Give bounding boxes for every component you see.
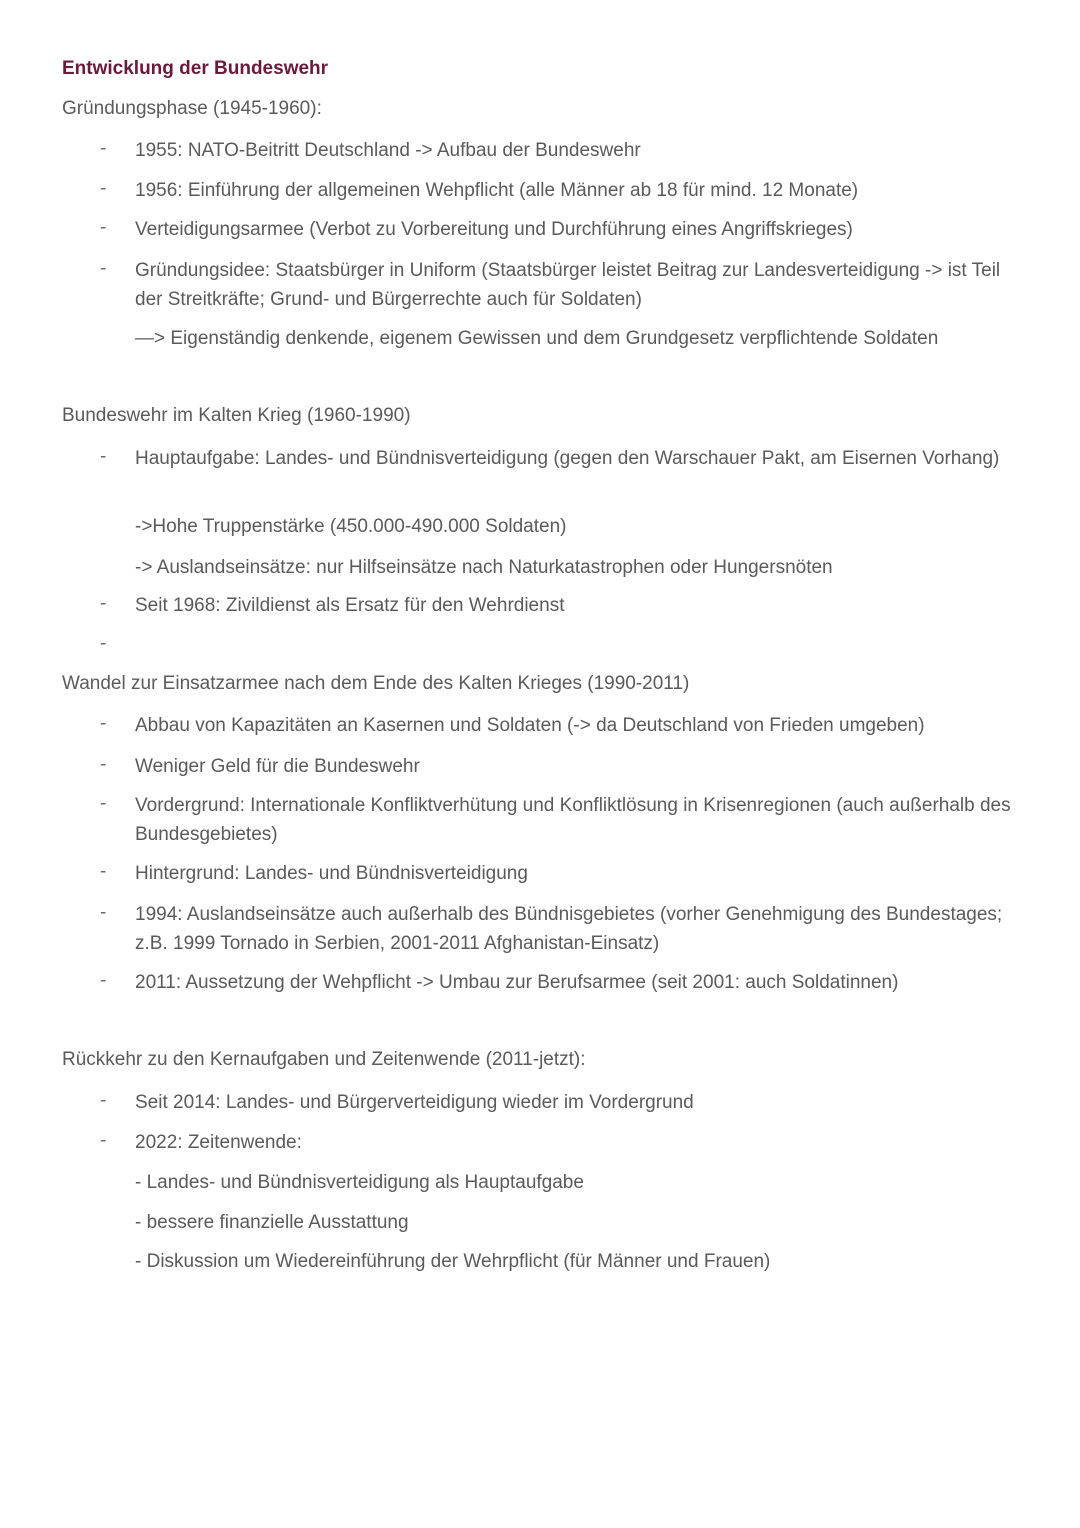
list-item: 2011: Aussetzung der Wehpflicht -> Umbau zur Berufsarmee (seit 2001: auch Soldatinnen) [135,972,899,993]
bullet-dash-empty: - [100,633,107,654]
list-item: Hauptaufgabe: Landes- und Bündnisverteidigung (gegen den Warschauer Pakt, am Eisernen Vorhang) [135,448,1000,469]
bullet-dash: - [100,902,107,923]
list-item: 1994: Auslandseinsätze auch außerhalb des Bündnisgebietes (vorher Genehmigung des Bundestages; z.B. 1999 Tornado in Serbien, 2001-2011 Afghanistan-Einsatz) [135,904,1003,954]
bullet-dash: - [100,713,107,734]
bullet-dash: - [100,138,107,159]
list-item: Verteidigungsarmee (Verbot zu Vorbereitung und Durchführung eines Angriffskrieges) [135,219,853,240]
bullet-dash: - [100,754,107,775]
list-note: —> Eigenständig denkende, eigenem Gewissen und dem Grundgesetz verpflichtende Soldaten [135,328,939,349]
list-item: 1955: NATO-Beitritt Deutschland -> Aufbau der Bundeswehr [135,140,641,161]
section-heading-gruendungsphase: Gründungsphase (1945-1960): [62,98,322,119]
document-title: Entwicklung der Bundeswehr [62,58,329,79]
list-item: Weniger Geld für die Bundeswehr [135,756,420,777]
list-item: Vordergrund: Internationale Konfliktverhütung und Konfliktlösung in Krisenregionen (auch außerhalb des Bundesgebietes) [135,795,1011,845]
bullet-dash: - [100,178,107,199]
bullet-dash: - [100,861,107,882]
list-item: Abbau von Kapazitäten an Kasernen und Soldaten (-> da Deutschland von Frieden umgeben) [135,715,925,736]
list-note: - bessere finanzielle Ausstattung [135,1212,409,1233]
bullet-dash: - [100,258,107,279]
section-heading-zeitenwende: Rückkehr zu den Kernaufgaben und Zeitenwende (2011-jetzt): [62,1049,586,1070]
list-item: Hintergrund: Landes- und Bündnisverteidigung [135,863,528,884]
list-note: -> Auslandseinsätze: nur Hilfseinsätze nach Naturkatastrophen oder Hungersnöten [135,557,833,578]
section-heading-einsatzarmee: Wandel zur Einsatzarmee nach dem Ende des Kalten Krieges (1990-2011) [62,673,690,694]
list-item: 1956: Einführung der allgemeinen Wehpflicht (alle Männer ab 18 für mind. 12 Monate) [135,180,859,201]
bullet-dash: - [100,593,107,614]
list-item: 2022: Zeitenwende: [135,1132,302,1153]
section-heading-kalter-krieg: Bundeswehr im Kalten Krieg (1960-1990) [62,405,411,426]
list-item: Gründungsidee: Staatsbürger in Uniform (Staatsbürger leistet Beitrag zur Landesverteidigung -> ist Teil der Streitkräfte; Grund- und Bürgerrechte auch für Soldaten) [135,260,1001,310]
list-item: Seit 2014: Landes- und Bürgerverteidigung wieder im Vordergrund [135,1092,694,1113]
list-note: ->Hohe Truppenstärke (450.000-490.000 Soldaten) [135,516,567,537]
list-note: - Diskussion um Wiedereinführung der Wehrpflicht (für Männer und Frauen) [135,1251,771,1272]
list-note: - Landes- und Bündnisverteidigung als Hauptaufgabe [135,1172,584,1193]
bullet-dash: - [100,217,107,238]
list-item: Seit 1968: Zivildienst als Ersatz für den Wehrdienst [135,595,565,616]
bullet-dash: - [100,1130,107,1151]
bullet-dash: - [100,793,107,814]
bullet-dash: - [100,446,107,467]
bullet-dash: - [100,1090,107,1111]
bullet-dash: - [100,970,107,991]
